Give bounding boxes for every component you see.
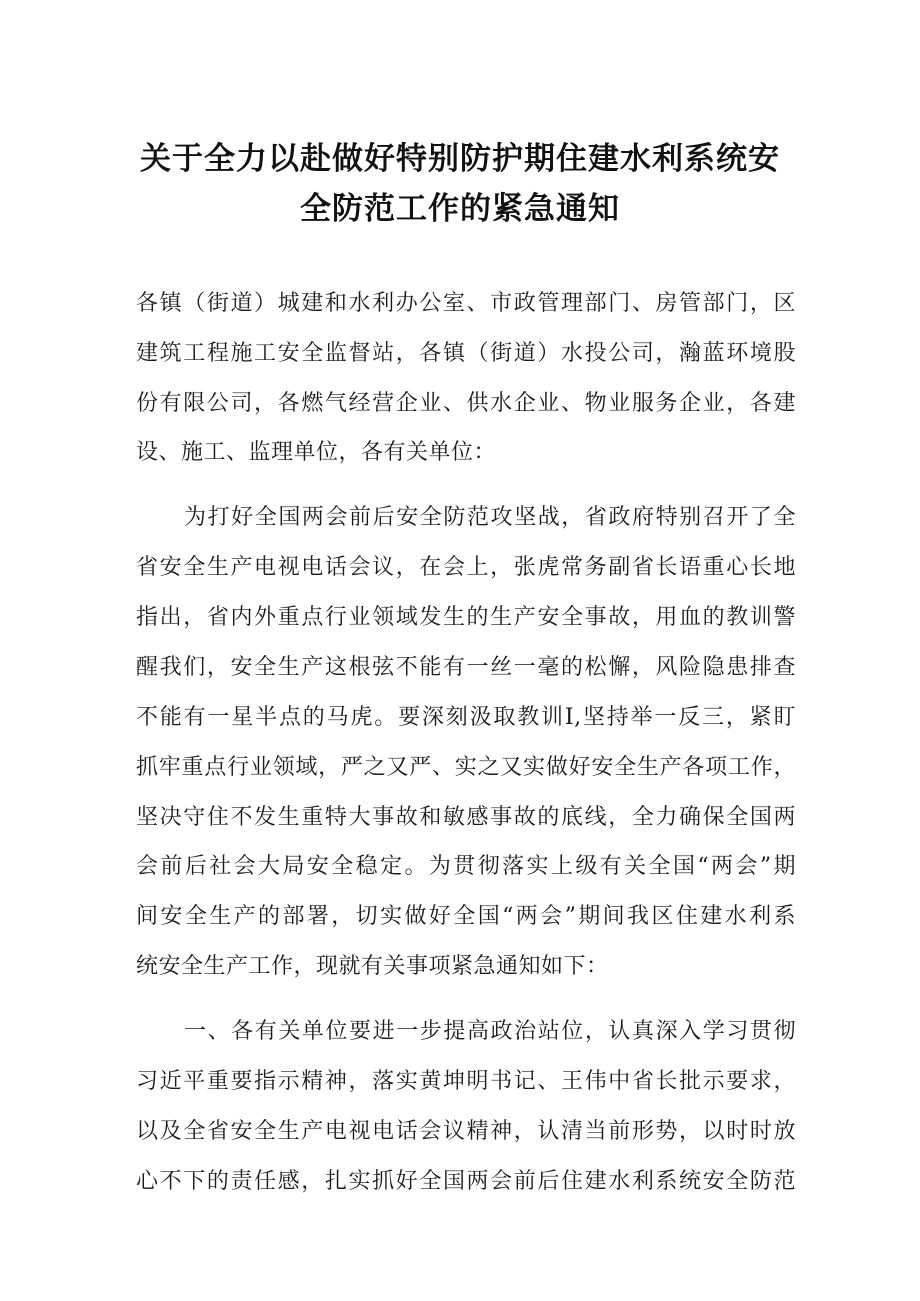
- body-paragraph-line: 习近平重要指示精神，落实黄坤明书记、王伟中省长批示要求，: [136, 1069, 796, 1094]
- addressee-line: 建筑工程施工安全监督站，各镇（街道）水投公司，瀚蓝环境股: [136, 341, 796, 366]
- body-paragraph-line: 会前后社会大局安全稳定。为贯彻落实上级有关全国“两会”期: [136, 854, 796, 879]
- body-paragraph-line: 一、各有关单位要进一步提高政治站位，认真深入学习贯彻: [184, 1019, 796, 1044]
- body-paragraph-line: 间安全生产的部署，切实做好全国“两会”期间我区住建水利系: [136, 904, 796, 929]
- document-title-line-1: 关于全力以赴做好特别防护期住建水利系统安: [140, 141, 780, 177]
- body-paragraph-line: 省安全生产电视电话会议，在会上，张虎常务副省长语重心长地: [136, 555, 796, 580]
- addressee-line: 份有限公司，各燃气经营企业、供水企业、物业服务企业，各建: [136, 391, 796, 416]
- addressee-line: 设、施工、监理单位，各有关单位：: [136, 440, 497, 465]
- document-title-line-2: 全防范工作的紧急通知: [300, 191, 620, 227]
- body-paragraph-line: 指出，省内外重点行业领域发生的生产安全事故，用血的教训警: [136, 605, 796, 630]
- body-paragraph-line: 为打好全国两会前后安全防范攻坚战，省政府特别召开了全: [184, 505, 796, 530]
- body-paragraph-line: 坚决守住不发生重特大事故和敏感事故的底线，全力确保全国两: [136, 805, 796, 830]
- body-paragraph-line: 不能有一星半点的马虎。要深刻汲取教训I,坚持举一反三，紧盯: [136, 705, 796, 730]
- body-paragraph-line: 统安全生产工作，现就有关事项紧急通知如下：: [136, 954, 609, 979]
- addressee-line: 各镇（街道）城建和水利办公室、市政管理部门、房管部门，区: [136, 291, 796, 316]
- body-paragraph-line: 醒我们，安全生产这根弦不能有一丝一毫的松懈，风险隐患排查: [136, 655, 796, 680]
- body-paragraph-line: 以及全省安全生产电视电话会议精神，认清当前形势，以时时放: [136, 1119, 796, 1144]
- body-paragraph-line: 抓牢重点行业领域，严之又严、实之又实做好安全生产各项工作，: [136, 755, 796, 780]
- body-paragraph-line: 心不下的责任感，扎实抓好全国两会前后住建水利系统安全防范: [136, 1169, 796, 1194]
